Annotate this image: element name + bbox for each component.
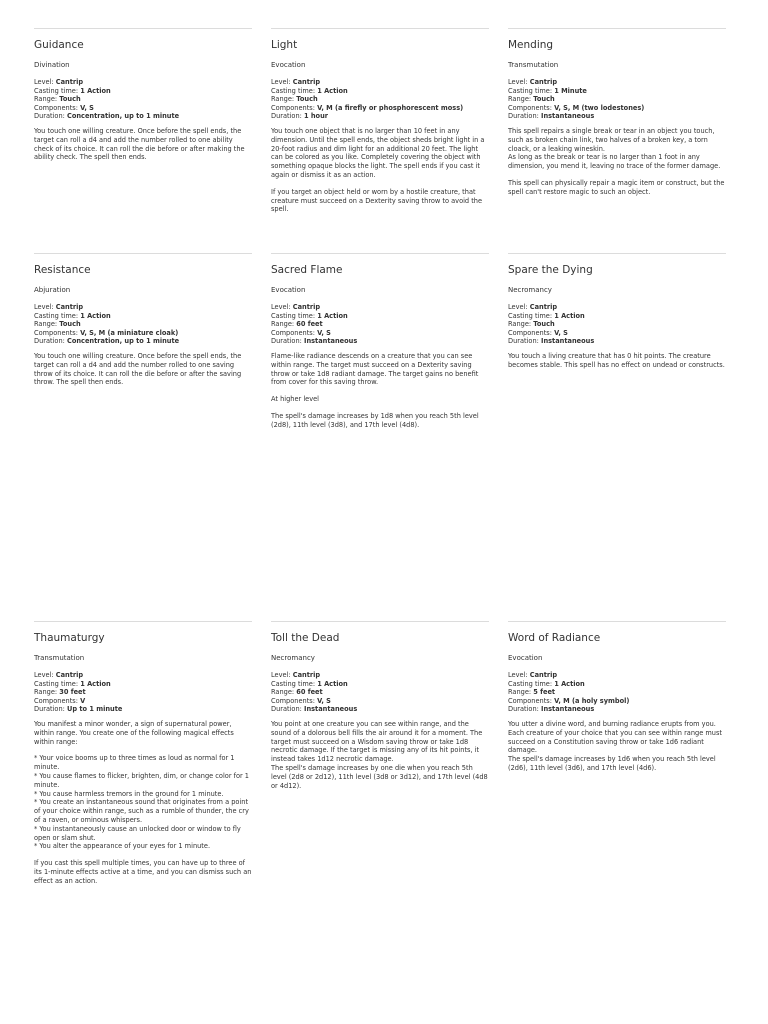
components-value: V, S (554, 328, 568, 337)
spell-duration-line (508, 112, 726, 121)
spell-range-line (34, 95, 252, 104)
spell-description-paragraph: Flame-like radiance descends on a creature that you can see within range. The target must succeed on a Dexterity saving throw or take 1d8 radiant damage. The target gains no benefit from cover for this saving throw. (271, 351, 479, 387)
range-value: 30 feet (59, 688, 86, 697)
casting-time-label: Casting time: (34, 311, 79, 320)
spell-description-paragraph: You point at one creature you can see within range, and the sound of a dolorous bell fills the air around it for a moment. The target must succeed on a Wisdom saving throw or take 1d8 necrotic damage. If the target is missing any of its hit points, it instead takes 1d12 necrotic damage. The spell's damage increases by one die when you reach 5th level (2d8 or 2d12), 11th level (3d8 or 3d12), and 17th level (4d8 or 4d12). (271, 719, 488, 790)
spell-casting-line (271, 312, 489, 321)
spell-description-paragraph: You utter a divine word, and burning radiance erupts from you. Each creature of your choice that you can see within range must succeed on a Constitution saving throw or take 1d6 radiant damage. The spell's damage increases by 1d6 when you reach 5th level (2d6), 11th level (3d6), and 17th level (4d6). (508, 719, 722, 772)
spell-description-paragraph: At higher level (271, 395, 319, 404)
spell-description-paragraph: You touch one willing creature. Once before the spell ends, the target can roll a d4 and add the number rolled to one ability check of its choice. It can roll the die before or after making the ability check. The spell then ends. (34, 126, 245, 162)
level-label: Level: (271, 78, 291, 86)
spell-casting-line (271, 87, 489, 96)
duration-label: Duration: (271, 112, 302, 121)
components-label: Components: (271, 696, 315, 705)
spell-description (508, 127, 726, 197)
components-label: Components: (508, 103, 552, 112)
duration-value: Instantaneous (303, 337, 358, 346)
spell-duration-line (271, 705, 489, 714)
range-value: Touch (59, 320, 81, 329)
components-value: V, S, M (two lodestones) (554, 103, 645, 112)
spell-name: Light (271, 39, 298, 51)
spell-description (271, 127, 489, 214)
casting-time-value: 1 Minute (554, 86, 587, 95)
spell-casting-line (508, 312, 726, 321)
range-label: Range: (508, 688, 532, 697)
duration-label: Duration: (34, 337, 65, 346)
components-label: Components: (508, 696, 552, 705)
spell-name: Thaumaturgy (34, 632, 105, 644)
spell-school: Abjuration (34, 286, 71, 294)
spell-name: Spare the Dying (508, 264, 593, 276)
card-divider (271, 28, 489, 29)
range-label: Range: (271, 95, 295, 104)
duration-label: Duration: (271, 337, 302, 346)
components-label: Components: (271, 328, 315, 337)
spell-description-paragraph: The spell's damage increases by 1d8 when you reach 5th level (2d8), 11th level (3d8), and 17th level (4d8). (271, 411, 479, 429)
duration-value: 1 hour (303, 112, 329, 121)
spell-level-line (508, 671, 726, 680)
level-value: Cantrip (292, 78, 321, 86)
spell-description (34, 352, 252, 387)
card-divider (508, 253, 726, 254)
spell-casting-line (508, 680, 726, 689)
spell-description-paragraph: You touch one object that is no larger than 10 feet in any dimension. Until the spell ends, the object sheds bright light in a 20-foot radius and dim light for an additional 20 feet. The light can be colored as you like. Completely covering the object with something opaque blocks the light. The spell ends if you cast it again or dismiss it as an action. (271, 126, 485, 179)
range-value: 60 feet (296, 688, 323, 697)
range-label: Range: (34, 688, 58, 697)
spell-level-line (508, 78, 726, 87)
spell-components-line (34, 697, 252, 706)
spell-casting-line (271, 680, 489, 689)
spell-name: Mending (508, 39, 554, 51)
spell-components-line (271, 104, 489, 113)
duration-value: Instantaneous (540, 337, 595, 346)
spell-range-line (271, 688, 489, 697)
spell-card-sacred-flame (271, 253, 489, 583)
duration-value: Instantaneous (540, 112, 595, 121)
casting-time-value: 1 Action (317, 86, 348, 95)
spell-components-line (508, 104, 726, 113)
spell-duration-line (271, 337, 489, 346)
spell-level-line (508, 303, 726, 312)
spell-description-paragraph: You touch one willing creature. Once before the spell ends, the target can roll a d4 and add the number rolled to one saving throw of its choice. It can roll the die before or after the saving throw. The spell then ends. (34, 351, 242, 387)
duration-label: Duration: (508, 112, 539, 121)
spell-components-line (271, 697, 489, 706)
spell-name: Resistance (34, 264, 91, 276)
components-value: V, S (317, 328, 331, 337)
spell-school: Transmutation (34, 654, 85, 662)
level-label: Level: (34, 671, 54, 679)
card-divider (508, 621, 726, 622)
level-label: Level: (508, 671, 528, 679)
spell-casting-line (34, 680, 252, 689)
spell-stats (271, 303, 489, 346)
range-label: Range: (508, 320, 532, 329)
spell-components-line (508, 329, 726, 338)
level-label: Level: (271, 303, 291, 311)
casting-time-value: 1 Action (317, 679, 348, 688)
spell-duration-line (34, 705, 252, 714)
spell-duration-line (508, 337, 726, 346)
spell-level-line (271, 78, 489, 87)
spell-description (34, 127, 252, 162)
level-value: Cantrip (55, 78, 84, 86)
level-label: Level: (508, 78, 528, 86)
casting-time-label: Casting time: (271, 86, 316, 95)
range-label: Range: (34, 95, 58, 104)
spell-level-line (34, 671, 252, 680)
spell-name: Word of Radiance (508, 632, 601, 644)
spell-description-paragraph: This spell repairs a single break or tear in an object you touch, such as broken chain link, two halves of a broken key, a torn cloack, or a leaking wineskin. As long as the break or tear is no larger than 1 foot in any dimension, you mend it, leaving no trace of the former damage. (508, 126, 721, 171)
duration-label: Duration: (508, 337, 539, 346)
range-label: Range: (271, 320, 295, 329)
spell-school: Evocation (271, 286, 306, 294)
spell-name: Sacred Flame (271, 264, 343, 276)
spell-card-word-of-radiance (508, 621, 726, 951)
spell-card-toll-the-dead (271, 621, 489, 951)
components-label: Components: (271, 103, 315, 112)
spell-row-2 (0, 253, 768, 593)
components-value: V, S (317, 696, 331, 705)
components-value: V, M (a firefly or phosphorescent moss) (317, 103, 464, 112)
range-value: 60 feet (296, 320, 323, 329)
spell-stats (34, 671, 252, 714)
card-divider (34, 621, 252, 622)
card-divider (34, 253, 252, 254)
level-value: Cantrip (529, 303, 558, 311)
spell-range-line (34, 688, 252, 697)
level-value: Cantrip (55, 303, 84, 311)
level-label: Level: (271, 671, 291, 679)
duration-value: Instantaneous (303, 705, 358, 714)
spell-card-resistance (34, 253, 252, 583)
level-value: Cantrip (529, 671, 558, 679)
spell-range-line (508, 320, 726, 329)
spell-school: Evocation (508, 654, 543, 662)
range-value: 5 feet (533, 688, 556, 697)
spell-row-3 (0, 621, 768, 961)
spell-duration-line (34, 337, 252, 346)
spell-school: Transmutation (508, 61, 559, 69)
level-label: Level: (508, 303, 528, 311)
casting-time-label: Casting time: (508, 86, 553, 95)
spell-stats (508, 671, 726, 714)
components-label: Components: (34, 328, 78, 337)
duration-value: Concentration, up to 1 minute (66, 337, 180, 346)
casting-time-label: Casting time: (34, 679, 79, 688)
spell-components-line (508, 697, 726, 706)
spell-components-line (34, 104, 252, 113)
components-label: Components: (34, 696, 78, 705)
spell-level-line (34, 303, 252, 312)
range-label: Range: (271, 688, 295, 697)
spell-range-line (271, 320, 489, 329)
components-label: Components: (34, 103, 78, 112)
range-label: Range: (34, 320, 58, 329)
spell-stats (508, 303, 726, 346)
spell-stats (34, 303, 252, 346)
spell-duration-line (508, 705, 726, 714)
spell-description (508, 352, 726, 370)
spell-range-line (34, 320, 252, 329)
spell-stats (508, 78, 726, 121)
spell-description (271, 720, 489, 790)
spell-duration-line (34, 112, 252, 121)
spell-card-spare-the-dying (508, 253, 726, 583)
spell-stats (271, 78, 489, 121)
casting-time-value: 1 Action (554, 311, 585, 320)
spell-level-line (271, 671, 489, 680)
components-value: V, S (80, 103, 94, 112)
components-label: Components: (508, 328, 552, 337)
spell-description (508, 720, 726, 773)
spell-casting-line (508, 87, 726, 96)
spell-components-line (34, 329, 252, 338)
level-label: Level: (34, 78, 54, 86)
spell-description-paragraph: * Your voice booms up to three times as loud as normal for 1 minute. * You cause flames to flicker, brighten, dim, or change color for 1 minute. * You cause harmless tremors in the ground for 1 minute. * You create an instantaneous sound that originates from a point of your choice within range, such as a rumble of thunder, the cry of a raven, or ominous whispers. * You instantaneously cause an unlocked door or window to fly open or slam shut. * You alter the appearance of your eyes for 1 minute. (34, 754, 249, 851)
spell-level-line (34, 78, 252, 87)
spell-casting-line (34, 87, 252, 96)
range-value: Touch (296, 95, 318, 104)
range-label: Range: (508, 95, 532, 104)
duration-label: Duration: (271, 705, 302, 714)
spell-range-line (508, 688, 726, 697)
spell-name: Guidance (34, 39, 84, 51)
spell-description-paragraph: You manifest a minor wonder, a sign of supernatural power, within range. You create one of the following magical effects within range: (34, 719, 234, 746)
casting-time-value: 1 Action (317, 311, 348, 320)
card-divider (271, 253, 489, 254)
spell-components-line (271, 329, 489, 338)
level-value: Cantrip (529, 78, 558, 86)
spell-description (34, 720, 252, 886)
duration-label: Duration: (508, 705, 539, 714)
spell-duration-line (271, 112, 489, 121)
spell-stats (34, 78, 252, 121)
spell-name: Toll the Dead (271, 632, 340, 644)
spell-school: Divination (34, 61, 70, 69)
casting-time-label: Casting time: (508, 311, 553, 320)
duration-value: Instantaneous (540, 705, 595, 714)
spell-description (271, 352, 489, 430)
duration-label: Duration: (34, 705, 65, 714)
spell-card-thaumaturgy (34, 621, 252, 951)
duration-value: Up to 1 minute (66, 705, 123, 714)
card-divider (34, 28, 252, 29)
casting-time-label: Casting time: (508, 679, 553, 688)
casting-time-label: Casting time: (271, 679, 316, 688)
spell-range-line (508, 95, 726, 104)
range-value: Touch (533, 320, 555, 329)
level-value: Cantrip (55, 671, 84, 679)
spell-description-paragraph: You touch a living creature that has 0 hit points. The creature becomes stable. This spell has no effect on undead or constructs. (508, 351, 725, 369)
level-value: Cantrip (292, 671, 321, 679)
casting-time-value: 1 Action (80, 86, 111, 95)
spell-school: Necromancy (508, 286, 552, 294)
casting-time-label: Casting time: (271, 311, 316, 320)
spell-stats (271, 671, 489, 714)
range-value: Touch (59, 95, 81, 104)
casting-time-value: 1 Action (80, 311, 111, 320)
spell-description-paragraph: This spell can physically repair a magic item or construct, but the spell can't restore magic to such an object. (508, 178, 725, 196)
components-value: V (80, 696, 86, 705)
spell-description-paragraph: If you cast this spell multiple times, you can have up to three of its 1-minute effects active at a time, and you can dismiss such an effect as an action. (34, 859, 252, 885)
spell-range-line (271, 95, 489, 104)
card-divider (271, 621, 489, 622)
components-value: V, M (a holy symbol) (554, 696, 630, 705)
spell-school: Necromancy (271, 654, 315, 662)
card-divider (508, 28, 726, 29)
casting-time-value: 1 Action (554, 679, 585, 688)
level-label: Level: (34, 303, 54, 311)
spell-casting-line (34, 312, 252, 321)
level-value: Cantrip (292, 303, 321, 311)
duration-value: Concentration, up to 1 minute (66, 112, 180, 121)
casting-time-label: Casting time: (34, 86, 79, 95)
duration-label: Duration: (34, 112, 65, 121)
components-value: V, S, M (a miniature cloak) (80, 328, 179, 337)
casting-time-value: 1 Action (80, 679, 111, 688)
spell-description-paragraph: If you target an object held or worn by a hostile creature, that creature must succeed on a Dexterity saving throw to avoid the spell. (271, 187, 483, 214)
range-value: Touch (533, 95, 555, 104)
spell-level-line (271, 303, 489, 312)
spell-school: Evocation (271, 61, 306, 69)
